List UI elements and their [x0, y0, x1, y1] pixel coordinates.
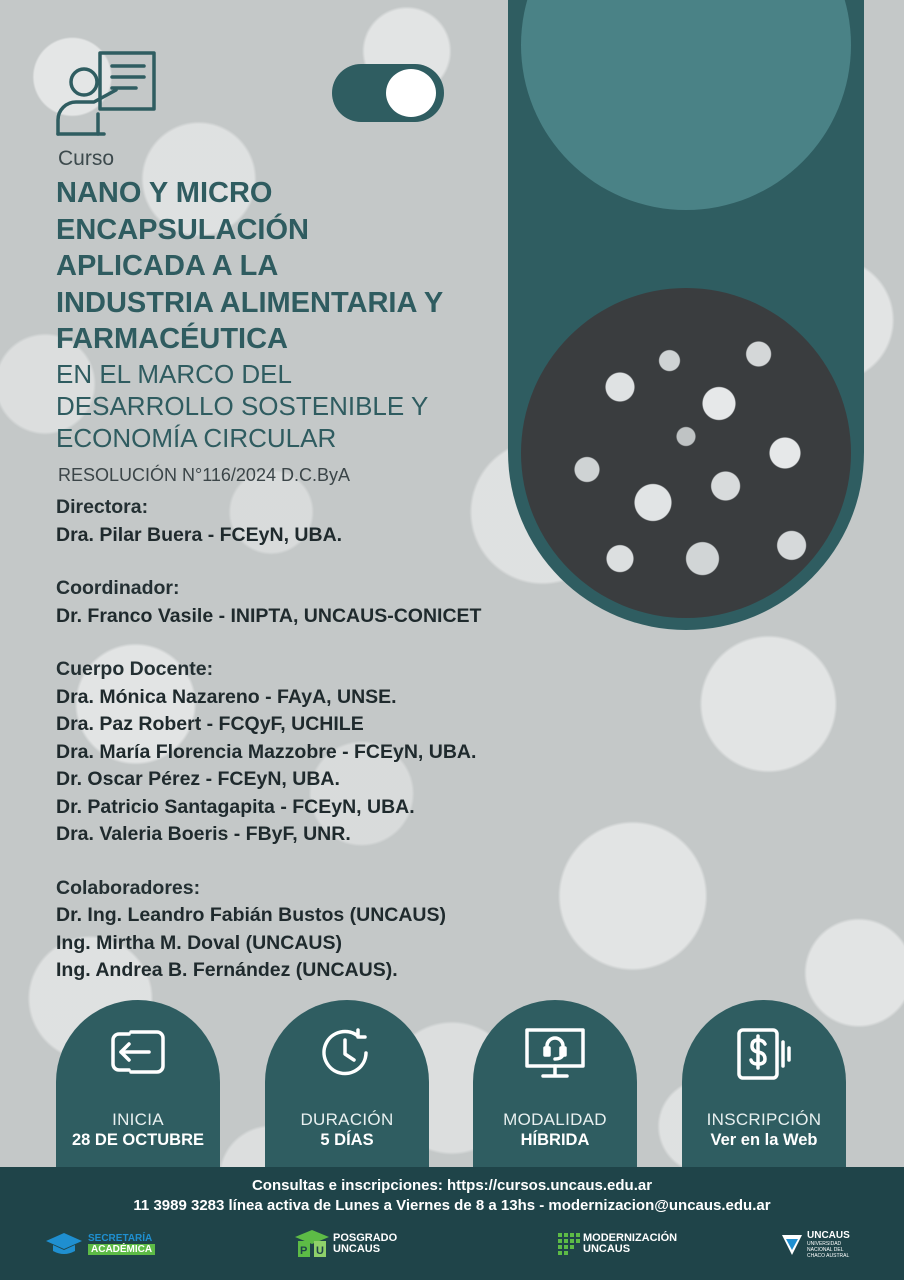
monitor-headset-icon — [523, 1026, 587, 1080]
presenter-icon — [54, 50, 158, 136]
subtitle-line: EN EL MARCO DEL — [56, 359, 292, 389]
info-label: INICIA — [112, 1110, 164, 1129]
faculty-member: Dra. Valeria Boeris - FByF, UNR. — [56, 823, 351, 845]
info-label: MODALIDAD — [503, 1110, 607, 1129]
pixel-grid-icon — [558, 1233, 580, 1255]
faculty-member: Dr. Patricio Santagapita - FCEyN, UBA. — [56, 795, 415, 818]
faculty-heading: Cuerpo Docente: — [56, 658, 214, 680]
logo-text: SECRETARÍA — [88, 1233, 153, 1244]
info-label: INSCRIPCIÓN — [706, 1110, 822, 1129]
logo-text: NACIONAL DEL — [807, 1246, 844, 1253]
logo-text: UNIVERSIDAD — [807, 1240, 842, 1247]
director-name: Dra. Pilar Buera - FCEyN, UBA. — [56, 523, 343, 546]
faculty-member: Dra. María Florencia Mazzobre - FCEyN, UBA. — [56, 740, 477, 763]
info-value: HÍBRIDA — [520, 1131, 590, 1149]
info-modality — [473, 1000, 637, 1172]
secretaria-academica-logo — [44, 1227, 155, 1261]
info-value: 5 DÍAS — [320, 1131, 374, 1149]
director-heading: Directora: — [56, 496, 149, 518]
graduation-cap-icon — [44, 1231, 84, 1257]
clock-icon — [318, 1026, 376, 1080]
title-line: NANO Y MICRO — [56, 177, 273, 209]
uncaus-logo — [780, 1227, 850, 1261]
posgrado-emblem-icon — [294, 1229, 330, 1259]
coordinator-name: Dr. Franco Vasile - INIPTA, UNCAUS-CONICET — [56, 604, 482, 627]
footer — [0, 1167, 904, 1280]
posgrado-logo — [294, 1227, 397, 1261]
toggle-knob — [386, 69, 436, 117]
logo-text: UNCAUS — [807, 1229, 850, 1241]
info-start — [56, 1000, 220, 1172]
info-duration — [265, 1000, 429, 1172]
logo-text: POSGRADO — [333, 1232, 398, 1244]
faculty-member: Dra. Paz Robert - FCQyF, UCHILE — [56, 713, 364, 735]
contact-line: Consultas e inscripciones: https://cursos.uncaus.edu.ar — [251, 1177, 653, 1194]
collaborator: Dr. Ing. Leandro Fabián Bustos (UNCAUS) — [56, 904, 447, 926]
subtitle-line: ECONOMÍA CIRCULAR — [56, 423, 337, 453]
info-registration — [682, 1000, 846, 1172]
staff-list — [56, 494, 576, 985]
course-title — [56, 175, 516, 358]
collaborator: Ing. Mirtha M. Doval (UNCAUS) — [56, 931, 342, 954]
course-subtitle — [56, 358, 516, 454]
svg-text:P: P — [300, 1245, 308, 1257]
subtitle-line: DESARROLLO SOSTENIBLE Y — [56, 391, 429, 421]
info-label: DURACIÓN — [300, 1110, 394, 1129]
svg-text:U: U — [316, 1245, 324, 1257]
logo-text: ACADÉMICA — [88, 1244, 155, 1255]
info-value: 28 DE OCTUBRE — [71, 1131, 205, 1149]
phone-email-line: 11 3989 3283 línea activa de Lunes a Viernes de 8 a 13hs - modernizacion@uncaus.edu.ar — [133, 1197, 771, 1214]
collaborators-heading: Colaboradores: — [56, 876, 201, 899]
title-line: INDUSTRIA ALIMENTARIA Y — [56, 286, 444, 319]
title-line: ENCAPSULACIÓN — [56, 213, 309, 246]
title-line: APLICADA A LA — [56, 250, 279, 282]
login-icon — [109, 1026, 167, 1078]
faculty-member: Dra. Mónica Nazareno - FAyA, UNSE. — [56, 685, 397, 708]
logo-text: UNCAUS — [333, 1243, 381, 1255]
modernizacion-logo — [558, 1227, 677, 1261]
faculty-member: Dr. Oscar Pérez - FCEyN, UBA. — [56, 768, 340, 790]
coordinator-heading: Coordinador: — [56, 577, 180, 599]
title-line: FARMACÉUTICA — [56, 323, 288, 355]
uncaus-emblem-icon — [780, 1231, 804, 1257]
logo-text: UNCAUS — [583, 1243, 631, 1255]
logo-text: CHACO AUSTRAL — [807, 1252, 850, 1259]
logo-text: MODERNIZACIÓN — [583, 1232, 678, 1244]
info-value: Ver en la Web — [710, 1131, 818, 1149]
collaborator: Ing. Andrea B. Fernández (UNCAUS). — [56, 959, 398, 981]
payment-icon — [735, 1026, 793, 1082]
resolution-number: RESOLUCIÓN N°116/2024 D.C.ByA — [58, 465, 350, 485]
course-label: Curso — [58, 147, 115, 170]
